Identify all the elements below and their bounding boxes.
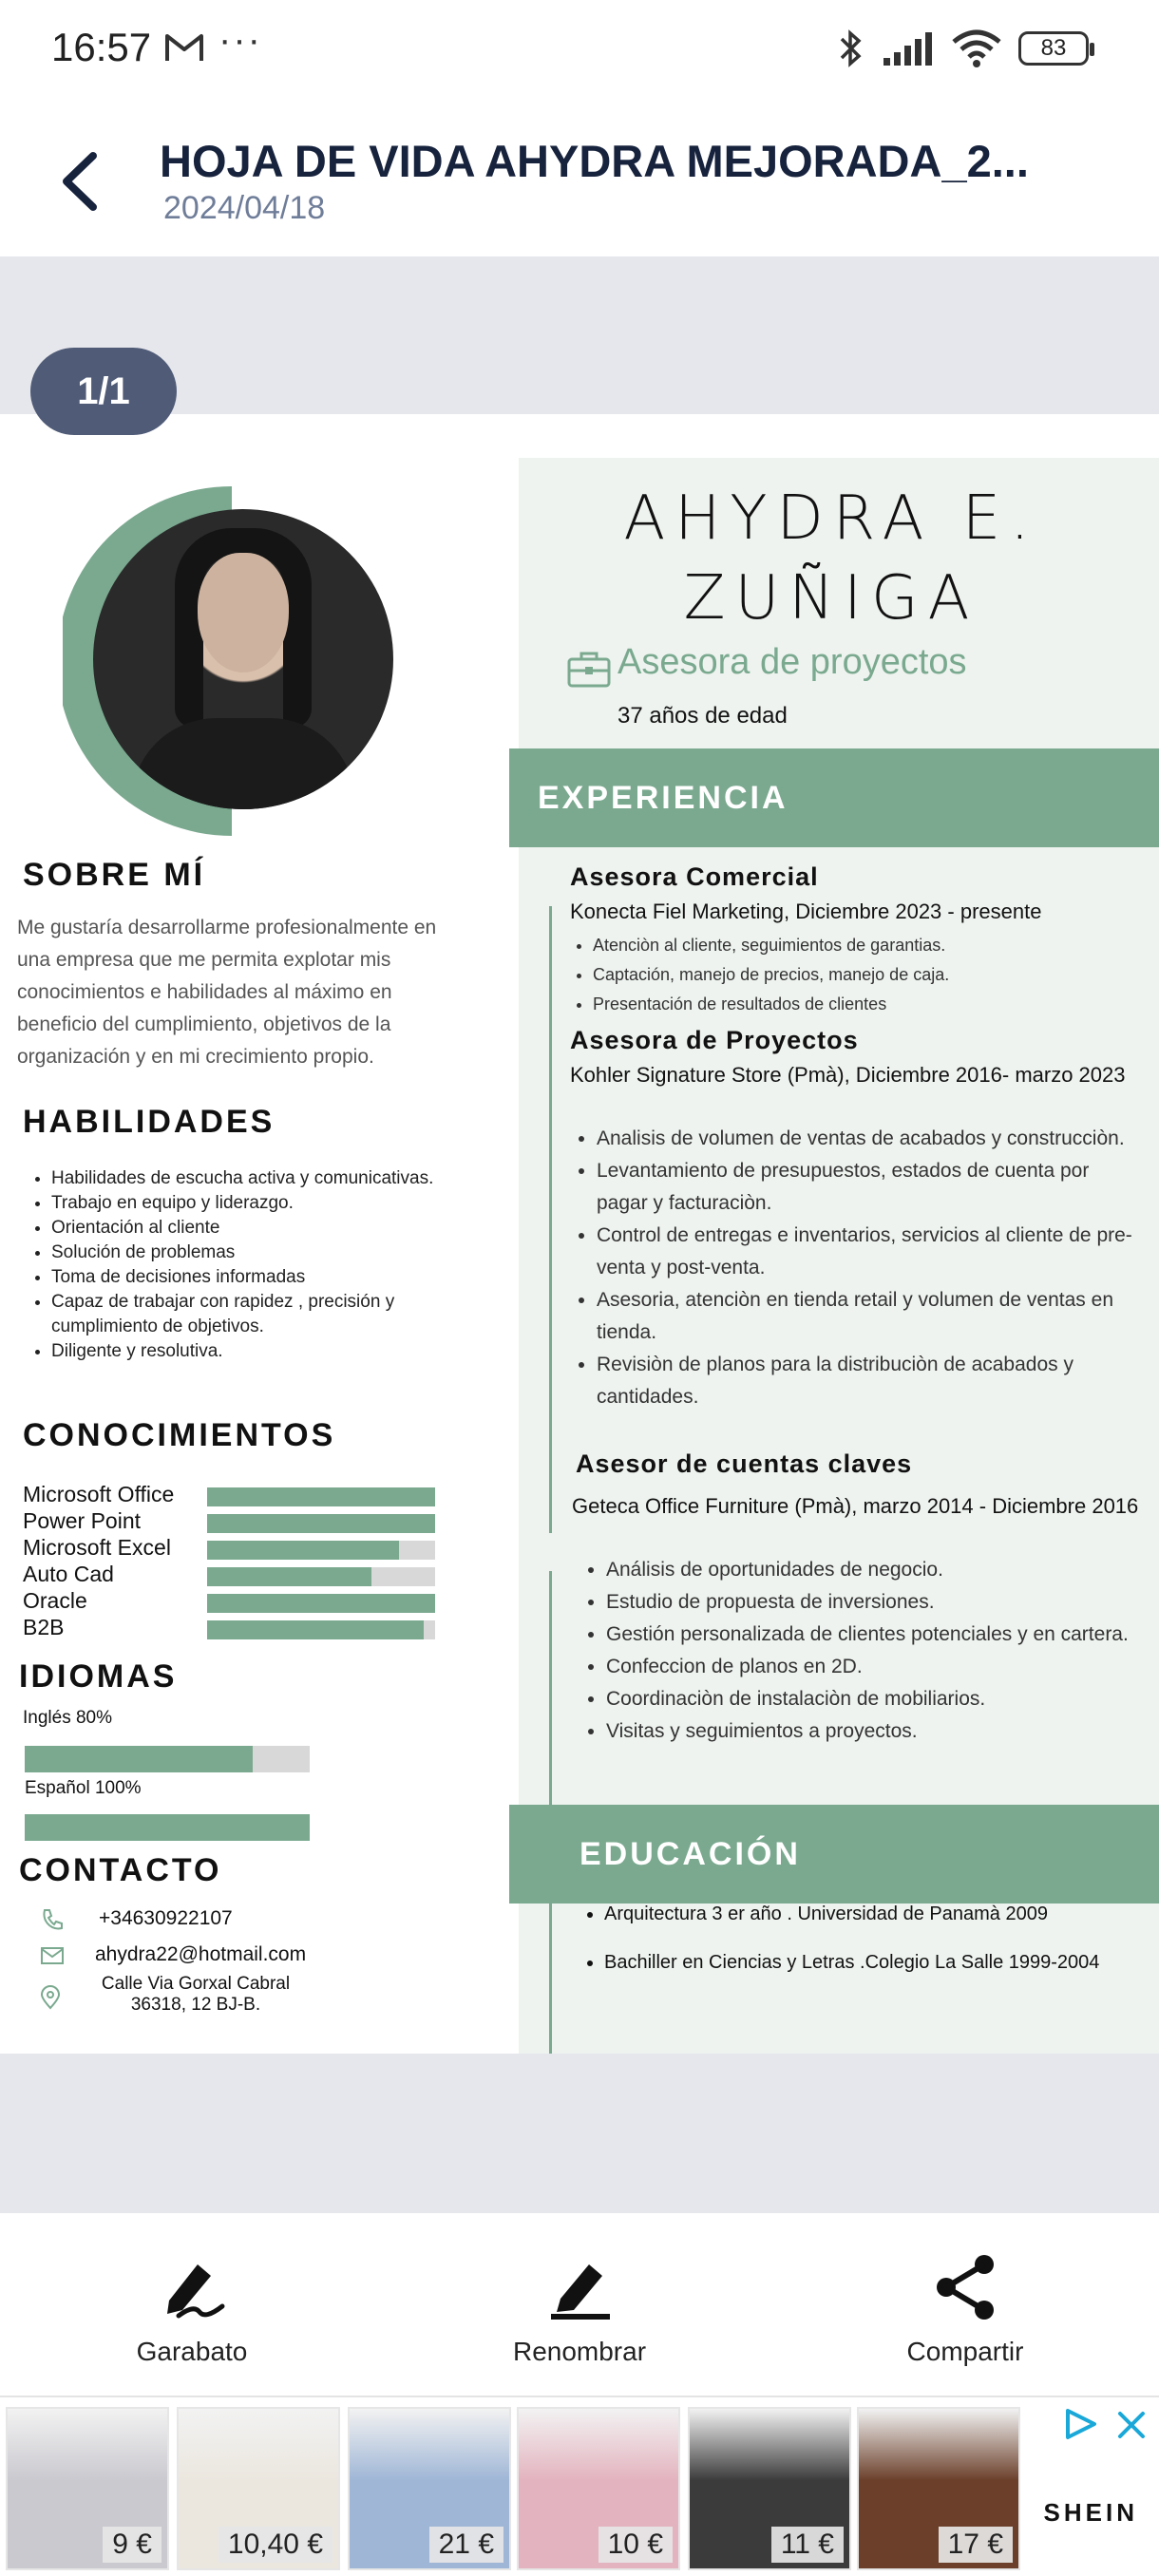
contact-heading: CONTACTO xyxy=(19,1852,222,1888)
timeline-line xyxy=(549,906,552,1533)
document-date: 2024/04/18 xyxy=(163,190,326,226)
knowledge-bar xyxy=(207,1567,435,1586)
skills-list xyxy=(51,1166,469,1364)
ad-product[interactable] xyxy=(517,2407,680,2570)
list-item: • Captación, manejo de precios, manejo de caja. xyxy=(593,960,1134,990)
share-icon xyxy=(929,2251,1001,2323)
list-item: • Control de entregas e inventarios, servicios al cliente de pre-venta y post-venta. xyxy=(597,1220,1138,1284)
list-item: • Presentación de resultados de clientes xyxy=(593,990,1134,1019)
about-heading: SOBRE MÍ xyxy=(23,857,206,893)
list-item: • Confeccion de planos en 2D. xyxy=(606,1651,1134,1683)
list-item: • Capaz de trabajar con rapidez , precisión y cumplimiento de objetivos. xyxy=(51,1290,469,1339)
gmail-icon xyxy=(163,28,205,66)
address-line: Calle Via Gorxal Cabral xyxy=(101,1974,291,1994)
knowledge-label: B2B xyxy=(23,1615,65,1639)
language-label: Inglés 80% xyxy=(23,1708,113,1728)
name-line: ZUÑIGA xyxy=(683,563,979,634)
name-line: AHYDRA E. xyxy=(623,483,1039,554)
status-time: 16:57 xyxy=(51,25,152,69)
ad-brand: SHEIN xyxy=(1043,2498,1138,2527)
knowledge-row xyxy=(23,1615,460,1641)
bottom-toolbar xyxy=(0,2213,1159,2396)
list-item: • Orientación al cliente xyxy=(51,1216,469,1241)
ad-price: 10,40 € xyxy=(218,2527,332,2563)
status-icons xyxy=(836,25,1089,72)
briefcase-icon xyxy=(566,648,612,690)
wifi-icon xyxy=(952,28,1001,68)
list-item: • Diligente y resolutiva. xyxy=(51,1339,469,1364)
list-item: • Solución de problemas xyxy=(51,1241,469,1265)
job-company: Kohler Signature Store (Pmà), Diciembre 2016- marzo 2023 xyxy=(570,1063,1126,1087)
list-item: • Arquitectura 3 er año . Universidad de Panamà 2009 xyxy=(604,1904,1136,1925)
language-bar-fill xyxy=(25,1814,310,1841)
cv-name xyxy=(532,479,1130,638)
list-item: • Habilidades de escucha activa y comunicativas. xyxy=(51,1166,469,1191)
share-button[interactable] xyxy=(851,2251,1079,2367)
job-company: Konecta Fiel Marketing, Diciembre 2023 - presente xyxy=(570,900,1042,923)
job-title: Asesora Comercial xyxy=(570,862,819,891)
ad-banner[interactable] xyxy=(0,2396,1159,2576)
job-title: Asesor de cuentas claves xyxy=(576,1449,913,1478)
pencil-icon xyxy=(543,2251,616,2323)
knowledge-bar-fill xyxy=(207,1620,424,1639)
knowledge-bar xyxy=(207,1620,435,1639)
app-header xyxy=(0,99,1159,256)
list-item: • Coordinaciòn de instalaciòn de mobiliarios. xyxy=(606,1683,1134,1715)
list-item: • Análisis de oportunidades de negocio. xyxy=(606,1554,1134,1586)
contact-address xyxy=(91,1974,300,2016)
skills-heading: HABILIDADES xyxy=(23,1104,276,1140)
list-item: • Bachiller en Ciencias y Letras .Colegio La Salle 1999-2004 xyxy=(604,1952,1136,1974)
email-icon xyxy=(40,1943,65,1968)
languages-heading: IDIOMAS xyxy=(19,1658,178,1695)
knowledge-row xyxy=(23,1535,460,1562)
ad-price: 17 € xyxy=(939,2527,1013,2563)
ad-close-icon[interactable] xyxy=(1115,2409,1148,2441)
signal-icon xyxy=(882,29,935,67)
language-bar-fill xyxy=(25,1746,253,1772)
timeline-line xyxy=(549,1898,552,2054)
cv-page xyxy=(0,414,1159,2054)
knowledge-bar xyxy=(207,1594,435,1613)
education-heading: EDUCACIÓN xyxy=(580,1835,801,1872)
language-bar xyxy=(25,1814,310,1841)
knowledge-label: Oracle xyxy=(23,1588,87,1613)
rename-label: Renombrar xyxy=(512,2337,647,2366)
bluetooth-icon xyxy=(836,28,864,69)
scribble-button[interactable] xyxy=(78,2251,306,2367)
scribble-label: Garabato xyxy=(136,2337,248,2366)
ad-product[interactable] xyxy=(857,2407,1020,2570)
knowledge-bar-fill xyxy=(207,1487,435,1506)
knowledge-bar-fill xyxy=(207,1514,435,1533)
job-title: Asesora de Proyectos xyxy=(570,1026,859,1054)
list-item: • Trabajo en equipo y liderazgo. xyxy=(51,1191,469,1216)
list-item: • Analisis de volumen de ventas de acabados y construcciòn. xyxy=(597,1123,1138,1155)
job-duties xyxy=(606,1554,1134,1748)
knowledge-row xyxy=(23,1562,460,1588)
job-company: Geteca Office Furniture (Pmà), marzo 2014 - Diciembre 2016 xyxy=(572,1494,1139,1518)
list-item: • Visitas y seguimientos a proyectos. xyxy=(606,1715,1134,1748)
knowledge-bar-fill xyxy=(207,1541,399,1560)
job-duties xyxy=(597,1123,1138,1413)
document-title: HOJA DE VIDA AHYDRA MEJORADA_2... xyxy=(160,136,1029,186)
list-item: • Estudio de propuesta de inversiones. xyxy=(606,1586,1134,1619)
list-item: • Atenciòn al cliente, seguimientos de garantias. xyxy=(593,931,1134,960)
ad-product[interactable] xyxy=(688,2407,851,2570)
location-pin-icon xyxy=(38,1985,63,2010)
address-line: 36318, 12 BJ-B. xyxy=(130,1995,261,2015)
knowledge-row xyxy=(23,1508,460,1535)
knowledge-bar-fill xyxy=(207,1594,435,1613)
knowledge-bar xyxy=(207,1514,435,1533)
scribble-pen-icon xyxy=(156,2251,228,2323)
contact-email: ahydra22@hotmail.com xyxy=(95,1943,307,1965)
contact-phone: +34630922107 xyxy=(99,1907,233,1929)
language-label: Español 100% xyxy=(25,1778,142,1798)
knowledge-bar-fill xyxy=(207,1567,371,1586)
cv-role: Asesora de proyectos xyxy=(618,642,967,682)
list-item: • Toma de decisiones informadas xyxy=(51,1265,469,1290)
phone-icon xyxy=(40,1907,65,1932)
knowledge-heading: CONOCIMIENTOS xyxy=(23,1417,336,1453)
cv-age: 37 años de edad xyxy=(618,703,788,729)
job-duties xyxy=(593,931,1134,1019)
experience-heading: EXPERIENCIA xyxy=(538,779,788,816)
knowledge-label: Microsoft Excel xyxy=(23,1535,171,1560)
list-item: • Gestión personalizada de clientes potenciales y en cartera. xyxy=(606,1619,1134,1651)
knowledge-label: Auto Cad xyxy=(23,1562,114,1586)
knowledge-row xyxy=(23,1588,460,1615)
more-notifications-icon: ··· xyxy=(218,19,262,61)
language-bar xyxy=(25,1746,310,1772)
knowledge-label: Power Point xyxy=(23,1508,142,1533)
about-text: Me gustaría desarrollarme profesionalmente en una empresa que me permita explotar mis conocimientos e habilidades al máximo en beneficio del cumplimiento, objetivos de la organización y en mi crecimiento propio. xyxy=(17,917,437,1068)
ad-price: 9 € xyxy=(103,2527,162,2563)
ad-product[interactable] xyxy=(348,2407,511,2570)
knowledge-label: Microsoft Office xyxy=(23,1482,175,1506)
page-indicator: 1/1 xyxy=(30,348,177,435)
ad-price: 10 € xyxy=(598,2527,673,2563)
status-bar xyxy=(0,0,1159,99)
knowledge-bar xyxy=(207,1541,435,1560)
experience-band xyxy=(509,748,1159,847)
education-band xyxy=(509,1805,1159,1904)
list-item: • Asesoria, atenciòn en tienda retail y volumen de ventas en tienda. xyxy=(597,1284,1138,1349)
rename-button[interactable] xyxy=(466,2251,694,2367)
battery-indicator: 83 xyxy=(1018,31,1089,66)
share-label: Compartir xyxy=(906,2337,1024,2366)
ad-price: 21 € xyxy=(429,2527,504,2563)
knowledge-bar xyxy=(207,1487,435,1506)
ad-product[interactable] xyxy=(177,2407,340,2570)
education-list xyxy=(604,1904,1136,2000)
ad-product[interactable] xyxy=(6,2407,169,2570)
list-item: • Revisiòn de planos para la distribuciòn de acabados y cantidades. xyxy=(597,1349,1138,1413)
list-item: • Levantamiento de presupuestos, estados de cuenta por pagar y facturaciòn. xyxy=(597,1155,1138,1220)
knowledge-row xyxy=(23,1482,460,1508)
back-arrow-icon[interactable] xyxy=(53,148,106,215)
ad-price: 11 € xyxy=(771,2527,844,2563)
ad-choices-icon[interactable] xyxy=(1062,2407,1100,2441)
profile-photo xyxy=(93,509,393,809)
